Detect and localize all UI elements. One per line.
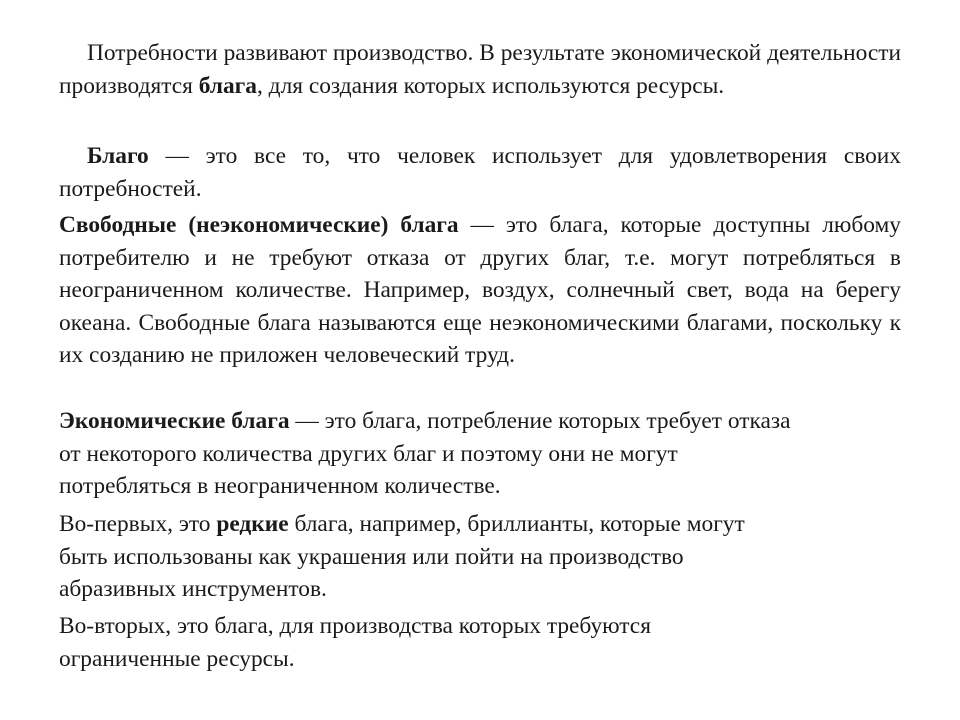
text-segment: — это блага, которые доступны xyxy=(458,212,811,238)
paragraph-second-limited-resources xyxy=(59,610,901,675)
paragraph-first-rare-goods xyxy=(59,508,901,606)
term-economic-goods: Экономические блага xyxy=(59,408,290,434)
text-segment: Во-вторых, это блага, для производства которых требуются xyxy=(59,613,651,639)
text-segment: — это все то, что человек использует для удовлетворения своих xyxy=(148,143,901,169)
text-segment: быть использованы как украшения или пойти на производство xyxy=(59,543,684,570)
text-segment: неэкономическими благами, поскольку к их созданию не приложен xyxy=(59,309,901,368)
text-segment: от некоторого количества других благ и поэтому они не могут xyxy=(59,440,678,467)
term-rare: редкие xyxy=(216,511,289,537)
text-segment: абразивных инструментов. xyxy=(59,576,327,602)
paragraph-needs-and-production xyxy=(59,37,901,102)
text-segment: Во-первых, это xyxy=(59,511,217,537)
text-segment: Потребности развивают производство. В результате экономической xyxy=(87,40,762,66)
paragraph-free-goods xyxy=(59,209,901,372)
term-free-goods: Свободные (неэкономические) блага xyxy=(59,212,459,238)
text-segment: солнечный свет, вода на берегу океана. Свободные блага называются еще xyxy=(59,277,901,336)
text-segment: любому потребителю и не требуют отказа от других благ, т.е. могут xyxy=(59,212,901,271)
text-segment: блага, например, бриллианты, которые могут xyxy=(288,511,745,537)
text-segment: потребляться в неограниченном количестве. xyxy=(59,473,501,499)
text-segment: ограниченные ресурсы. xyxy=(59,645,295,672)
paragraph-economic-goods xyxy=(59,405,901,503)
text-segment: ресурсы. xyxy=(636,72,725,99)
text-segment: , для создания которых используются xyxy=(256,72,631,99)
paragraph-good-definition xyxy=(59,140,901,205)
text-segment: человеческий труд. xyxy=(323,342,515,368)
text-segment: потребляться в неограниченном количестве. Например, воздух, xyxy=(59,244,901,303)
text-segment: потребностей. xyxy=(59,175,202,202)
term-blaga: блага xyxy=(198,72,257,99)
term-blago: Благо xyxy=(87,143,149,169)
text-segment: деятельности производятся xyxy=(59,40,901,99)
text-segment: — это блага, потребление которых требует отказа xyxy=(289,408,791,434)
